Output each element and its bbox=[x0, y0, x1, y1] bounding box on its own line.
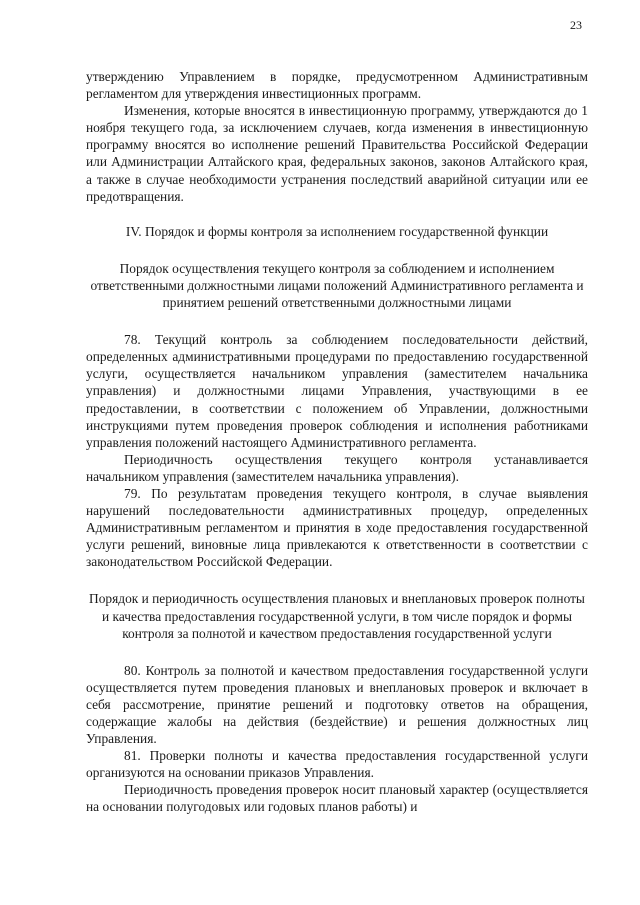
paragraph-80: 80. Контроль за полнотой и качеством предоставления государственной услуги осуществляется путем проведения плановых и внеплановых проверок и включает в себя рассмотрение, принятие решений и подготовку ответов на обращения, содержащие жалобы на действия (бездействие) и решения должностных лиц Управления. bbox=[86, 662, 588, 747]
page-number: 23 bbox=[570, 18, 582, 32]
paragraph-changes: Изменения, которые вносятся в инвестиционную программу, утверждаются до 1 ноября текущего года, за исключением случаев, когда изменения в инвестиционную программу вносятся во исполнение решений Правительства Российской Федерации или Администрации Алтайского края, федеральных законов, законов Алтайского края, а также в случае необходимости устранения последствий аварийной ситуации или ее предотвращения. bbox=[86, 103, 588, 204]
paragraph-continuation: утверждению Управлением в порядке, предусмотренном Административным регламентом для утверждения инвестиционных программ. bbox=[86, 69, 588, 102]
paragraph-79: 79. По результатам проведения текущего контроля, в случае выявления нарушений последовательности административных процедур, определенных Административным регламентом и принятия в ходе предоставления государственной услуги решений, виновные лица привлекаются к ответственности в соответствии с законодательством Российской Федерации. bbox=[86, 485, 588, 570]
paragraph-78: 78. Текущий контроль за соблюдением последовательности действий, определенных административными процедурами по предоставлению государственной услуги, осуществляется начальником управления (заместителем начальника управления) и должностными лицами Управления, участвующими в ее предоставлении, в соответствии с положением об Управлении, должностными инструкциями путем проведения проверок соблюдения и исполнения работниками управления положений настоящего Административного регламента. bbox=[86, 332, 588, 450]
paragraph-81-periodicity: Периодичность проведения проверок носит плановый характер (осуществляется на основании полугодовых или годовых планов работы) и bbox=[86, 782, 588, 815]
subheading-current-control: Порядок осуществления текущего контроля за соблюдением и исполнением ответственными должностными лицами положений Административного регламента и принятием решений ответственными должностными лицами bbox=[90, 260, 584, 311]
paragraph-81: 81. Проверки полноты и качества предоставления государственной услуги организуются на основании приказов Управления. bbox=[86, 748, 588, 781]
subheading-inspections: Порядок и периодичность осуществления плановых и внеплановых проверок полноты и качества предоставления государственной услуги, в том числе порядок и формы контроля за полнотой и качеством предоставления государственной услуги bbox=[89, 591, 585, 641]
paragraph-78-periodicity: Периодичность осуществления текущего контроля устанавливается начальником управления (заместителем начальника управления). bbox=[86, 451, 588, 484]
section-iv-title: IV. Порядок и формы контроля за исполнением государственной функции bbox=[125, 223, 549, 239]
document-body bbox=[86, 68, 588, 816]
